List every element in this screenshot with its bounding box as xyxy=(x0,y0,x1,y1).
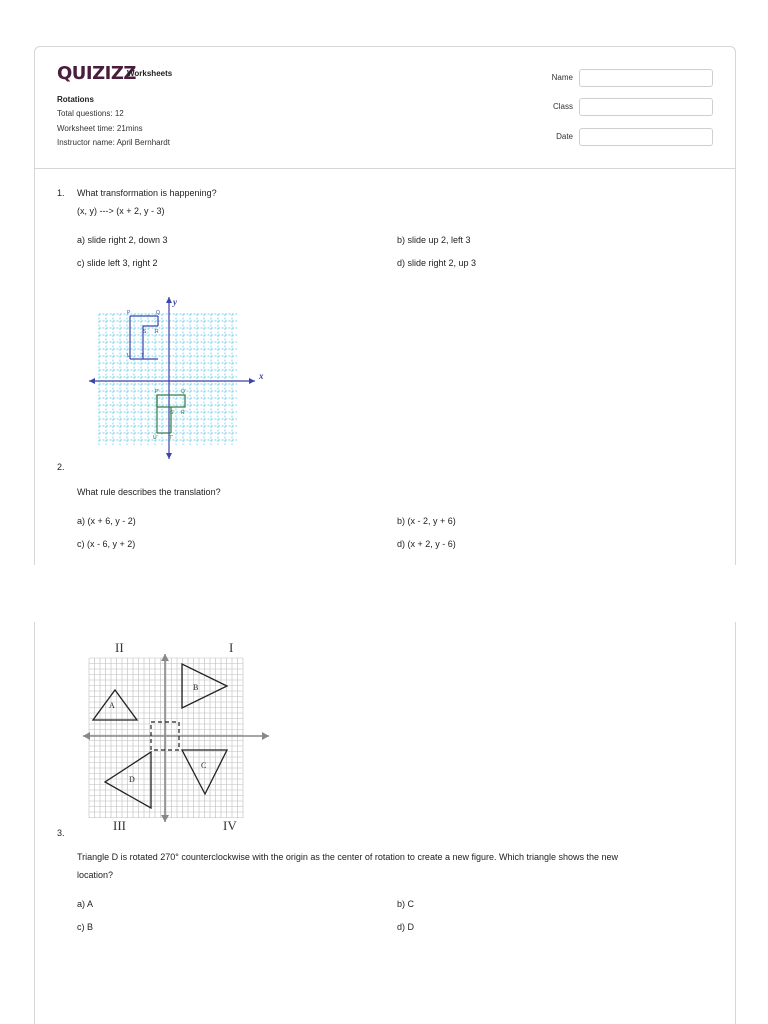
triangle-d-label: D xyxy=(129,775,135,784)
x-axis-right-arrow xyxy=(249,378,255,384)
y-axis-down-arrow xyxy=(166,453,172,459)
x-axis-left-arrow xyxy=(89,378,95,384)
question-2-number: 2. xyxy=(57,462,65,472)
y-axis-label: y xyxy=(173,297,177,307)
worksheet-page-1 xyxy=(34,46,736,565)
question-2-option-d[interactable]: d) (x + 2, y - 6) xyxy=(397,539,456,549)
translation-grid-figure xyxy=(85,295,265,463)
label-u-prime: U' xyxy=(153,435,158,441)
quizizz-logo: QUIZIZZ xyxy=(57,63,136,84)
triangle-a-label: A xyxy=(109,701,115,710)
quadrant-iv-label: IV xyxy=(223,818,237,832)
question-2-option-c[interactable]: c) (x - 6, y + 2) xyxy=(77,539,136,549)
question-1-option-c[interactable]: c) slide left 3, right 2 xyxy=(77,258,158,268)
question-1-option-b[interactable]: b) slide up 2, left 3 xyxy=(397,235,471,245)
label-u: U xyxy=(127,353,131,359)
quadrant-ii-label: II xyxy=(115,640,124,655)
name-label: Name xyxy=(551,73,573,82)
label-r: R xyxy=(155,329,159,335)
triangle-c-label: C xyxy=(201,761,207,770)
y-axis-up-arrow xyxy=(161,654,169,661)
instructor-name: Instructor name: April Bernhardt xyxy=(57,138,170,147)
logo-subtitle: Worksheets xyxy=(127,69,173,78)
y-axis-up-arrow xyxy=(166,297,172,303)
class-label: Class xyxy=(552,102,573,111)
question-3-option-a[interactable]: a) A xyxy=(77,899,94,909)
x-axis-left-arrow xyxy=(83,732,90,740)
question-2-text: What rule describes the translation? xyxy=(77,487,221,497)
x-axis-right-arrow xyxy=(262,732,269,740)
question-3-option-b[interactable]: b) C xyxy=(397,899,415,909)
question-1-option-a[interactable]: a) slide right 2, down 3 xyxy=(77,235,168,245)
question-3-option-c[interactable]: c) B xyxy=(77,922,94,932)
question-1-number: 1. xyxy=(57,188,65,198)
worksheet-time: Worksheet time: 21mins xyxy=(57,124,143,133)
question-2-option-b[interactable]: b) (x - 2, y + 6) xyxy=(397,516,456,526)
coordinate-grid xyxy=(99,314,237,445)
question-1-rule: (x, y) ---> (x + 2, y - 3) xyxy=(77,206,165,216)
question-1-option-d[interactable]: d) slide right 2, up 3 xyxy=(397,258,477,268)
x-axis-label: x xyxy=(259,371,264,381)
label-p-prime: P' xyxy=(155,389,160,395)
question-3-text-line-1: Triangle D is rotated 270° counterclockwise with the origin as the center of rotation to create a new figure. Which triangle shows the new xyxy=(77,852,619,862)
question-3-option-d[interactable]: d) D xyxy=(397,922,415,932)
class-field[interactable] xyxy=(579,98,713,116)
triangle-a xyxy=(93,690,137,720)
question-3-text-line-2: location? xyxy=(77,870,114,880)
worksheet-page-2 xyxy=(34,622,736,1024)
label-s-prime: S' xyxy=(170,410,175,416)
quadrant-iii-label: III xyxy=(113,818,126,832)
quadrant-i-label: I xyxy=(229,640,234,655)
name-field[interactable] xyxy=(579,69,713,87)
label-s: S xyxy=(143,329,147,335)
rotation-grid-figure xyxy=(81,636,271,832)
worksheet-title: Rotations xyxy=(57,95,94,104)
y-axis-down-arrow xyxy=(161,815,169,822)
question-1-text: What transformation is happening? xyxy=(77,188,217,198)
triangle-b-label: B xyxy=(193,683,199,692)
label-t: T xyxy=(141,353,145,359)
date-field[interactable] xyxy=(579,128,713,146)
total-questions: Total questions: 12 xyxy=(57,109,124,118)
label-q: Q xyxy=(156,310,160,316)
label-t-prime: T' xyxy=(169,435,174,441)
label-r-prime: R' xyxy=(181,410,186,416)
label-q-prime: Q' xyxy=(181,389,186,395)
question-3-number: 3. xyxy=(57,828,65,838)
date-label: Date xyxy=(556,132,573,141)
label-p: P xyxy=(127,310,131,316)
worksheet-header xyxy=(35,47,735,169)
question-2-option-a[interactable]: a) (x + 6, y - 2) xyxy=(77,516,136,526)
